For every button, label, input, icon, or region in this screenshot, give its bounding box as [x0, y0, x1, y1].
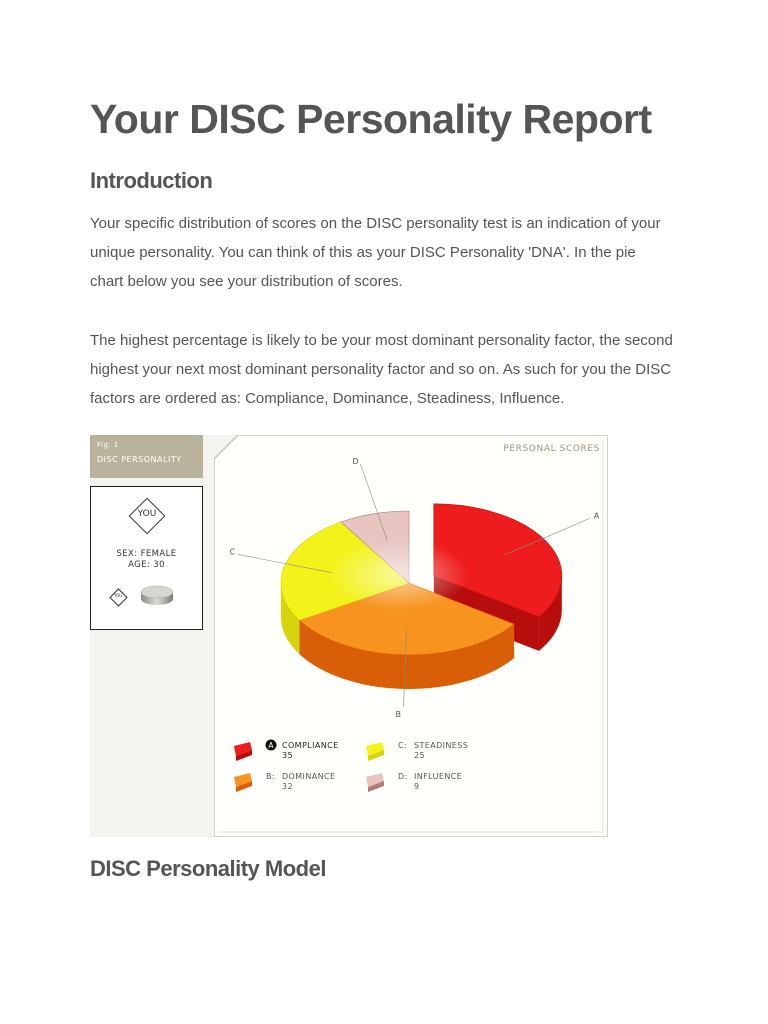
- paragraph-line: unique personality. You can think of this as your DISC Personality 'DNA'. In the pie: [90, 244, 636, 261]
- ordering-paragraph: [90, 326, 690, 413]
- pie-chart: [214, 435, 608, 837]
- legend-letter: C:: [398, 741, 408, 750]
- legend-letter: A: [268, 741, 274, 750]
- figure-number: Fig. 1: [97, 441, 119, 449]
- callout-label: A: [593, 511, 600, 521]
- legend-value: 9: [414, 782, 420, 791]
- disc-figure: [90, 435, 608, 837]
- figure-name: DISC PERSONALITY: [97, 455, 182, 464]
- intro-heading: Introduction: [90, 168, 213, 193]
- you-label: YOU: [137, 509, 157, 519]
- paragraph-line: factors are ordered as: Compliance, Dominance, Steadiness, Influence.: [90, 390, 565, 407]
- sex-label: SEX: FEMALE: [116, 549, 177, 559]
- profile-card: [90, 486, 203, 630]
- callout-label: C: [229, 547, 236, 557]
- legend-name: INFLUENCE: [414, 772, 463, 781]
- figure-label: [90, 435, 203, 478]
- you-diamond-icon: [127, 496, 167, 536]
- pie-highlight: [329, 539, 470, 611]
- paragraph-line: The highest percentage is likely to be your most dominant personality factor, the second: [90, 332, 673, 349]
- mini-you-label: YOU: [113, 593, 123, 598]
- mini-pie-icon: [139, 584, 175, 608]
- legend-value: 32: [282, 782, 293, 791]
- model-heading: DISC Personality Model: [90, 856, 326, 881]
- callout-label: B: [395, 709, 402, 719]
- legend-name: STEADINESS: [414, 741, 469, 750]
- paragraph-line: Your specific distribution of scores on the DISC personality test is an indication of your: [90, 215, 661, 232]
- legend-value: 35: [282, 751, 293, 760]
- chart-title: PERSONAL SCORES: [503, 444, 600, 454]
- paragraph-line: highest your next most dominant personality factor and so on. As such for you the DISC: [90, 361, 672, 378]
- callout-label: D: [352, 456, 359, 466]
- paragraph-line: chart below you see your distribution of scores.: [90, 273, 403, 290]
- legend-name: DOMINANCE: [282, 772, 336, 781]
- legend-name: COMPLIANCE: [282, 741, 339, 750]
- page-title: Your DISC Personality Report: [90, 96, 652, 142]
- legend-value: 25: [414, 751, 425, 760]
- intro-paragraph: [90, 209, 690, 296]
- legend-letter: B:: [266, 772, 275, 781]
- legend-letter: D:: [398, 772, 408, 781]
- age-label: AGE: 30: [128, 560, 165, 570]
- pie-chart-panel: [214, 435, 608, 837]
